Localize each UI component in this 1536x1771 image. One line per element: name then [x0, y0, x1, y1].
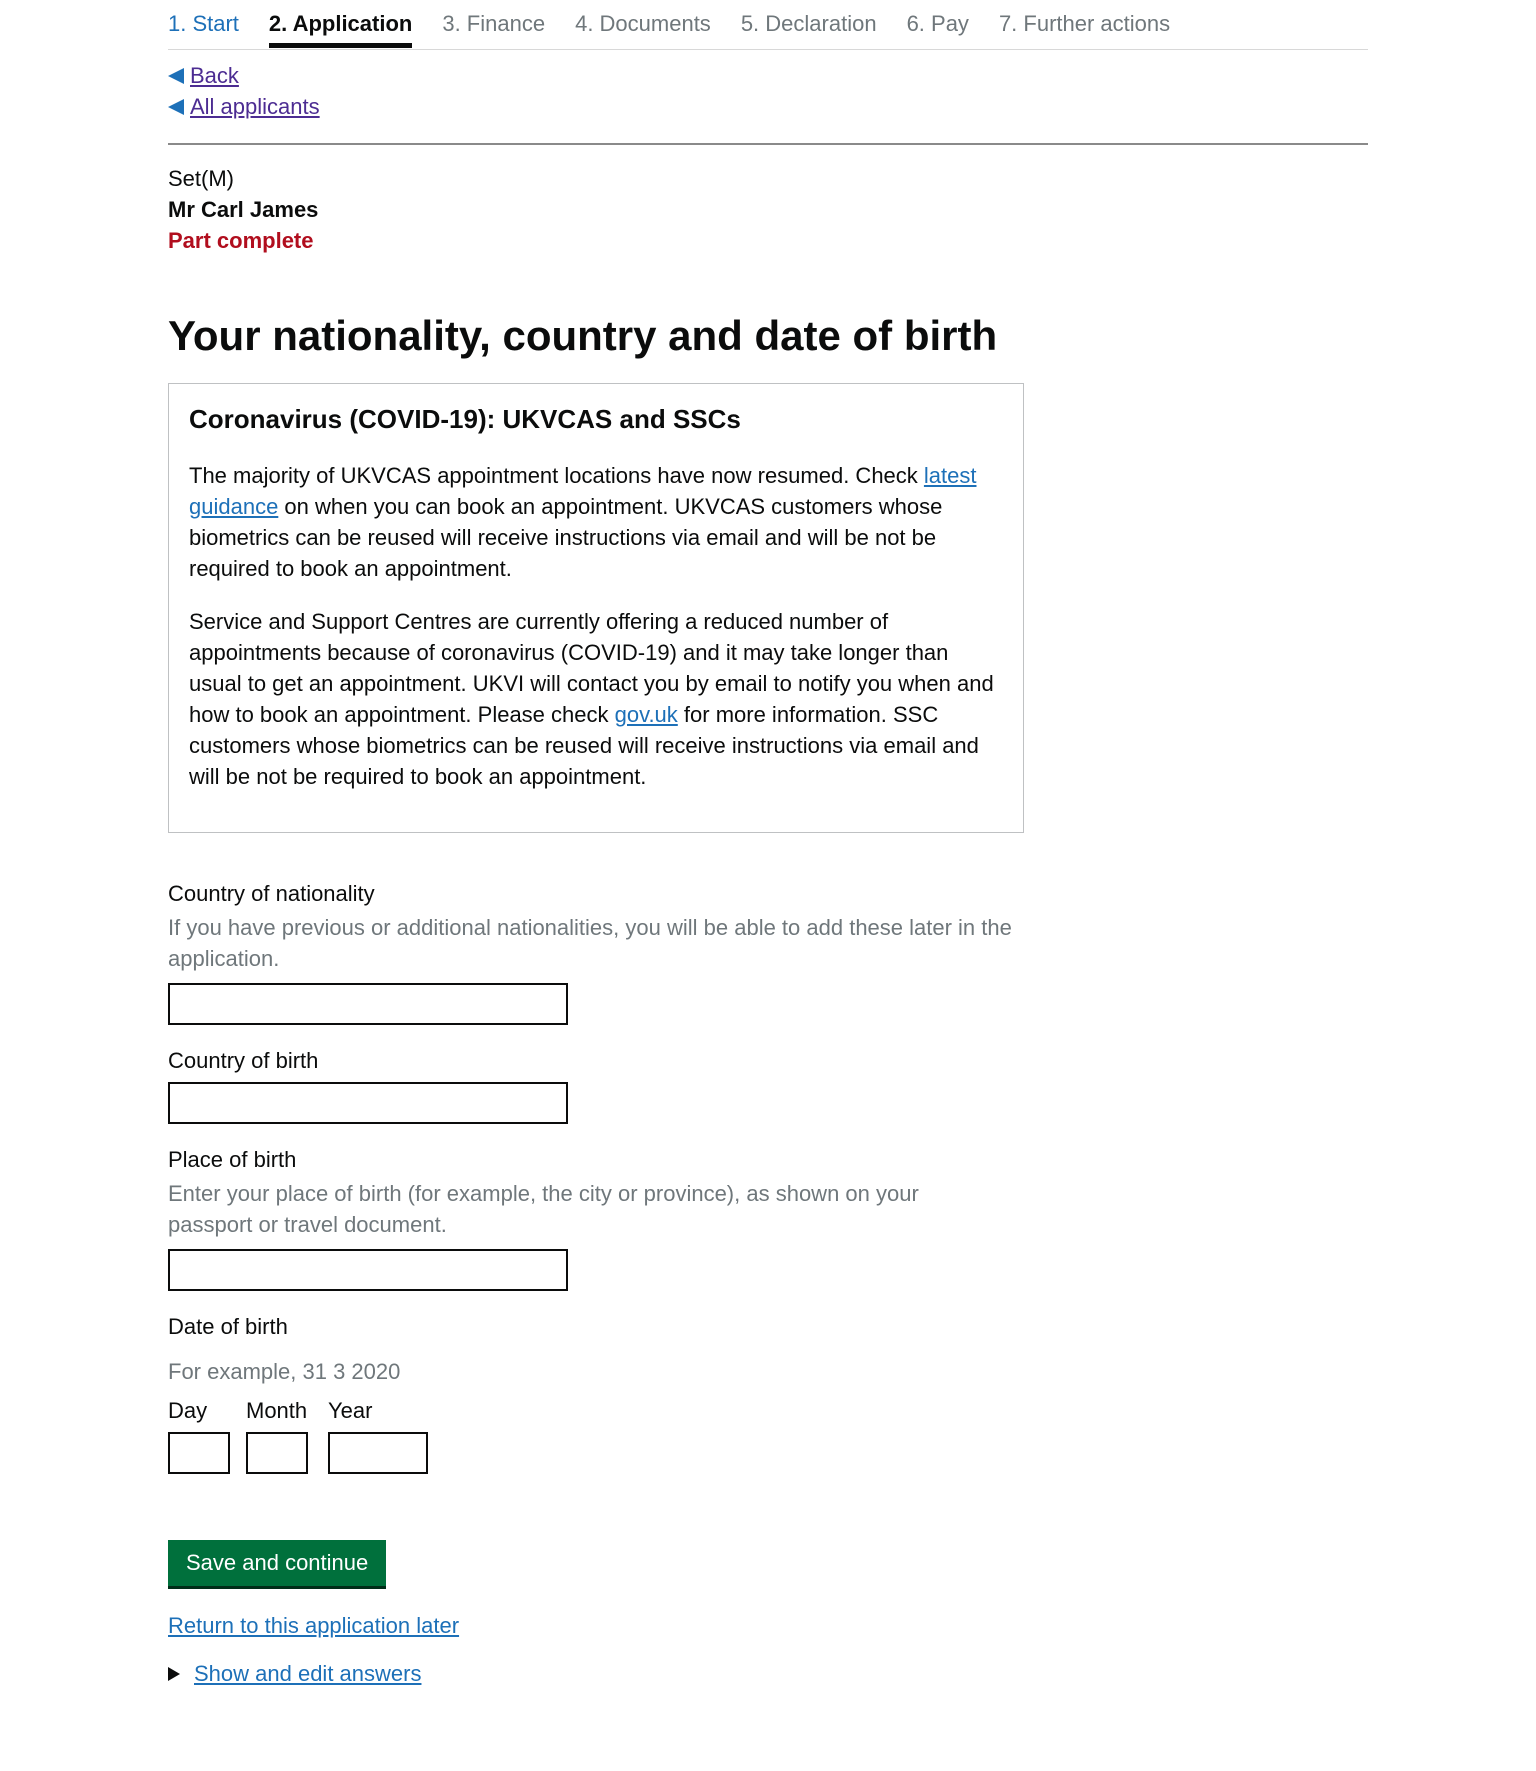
return-later-link[interactable]: Return to this application later	[168, 1613, 460, 1638]
country-of-birth-field	[168, 1045, 1368, 1124]
country-of-birth-input[interactable]	[168, 1082, 568, 1124]
show-edit-answers-label: Show and edit answers	[194, 1661, 422, 1686]
month-input[interactable]	[246, 1432, 308, 1474]
section-divider	[168, 143, 1368, 145]
date-of-birth-field	[168, 1311, 1368, 1474]
save-and-continue-button[interactable]: Save and continue	[168, 1540, 386, 1586]
month-label: Month	[246, 1398, 308, 1423]
step-further-actions: 7. Further actions	[998, 11, 1171, 36]
step-application: 2. Application	[268, 11, 413, 36]
all-applicants-link[interactable]	[168, 91, 1368, 122]
nationality-label: Country of nationality	[168, 881, 375, 906]
notice-paragraph-2	[189, 606, 1003, 792]
page	[168, 0, 1368, 1687]
date-of-birth-hint: For example, 31 3 2020	[168, 1359, 401, 1384]
step-documents: 4. Documents	[575, 11, 711, 36]
back-links	[168, 50, 1368, 122]
place-of-birth-input[interactable]	[168, 1249, 568, 1291]
place-of-birth-label: Place of birth	[168, 1147, 297, 1172]
progress-steps	[168, 0, 1368, 50]
date-part-inputs	[168, 1432, 1368, 1474]
applicant-summary	[168, 163, 1368, 256]
left-triangle-icon	[168, 99, 184, 115]
button-row	[168, 1540, 1368, 1586]
latest-guidance-link[interactable]: latest guidance	[189, 463, 977, 519]
notice-heading: Coronavirus (COVID-19): UKVCAS and SSCs	[189, 404, 741, 434]
page-title: Your nationality, country and date of birth	[168, 312, 998, 359]
show-edit-answers-toggle[interactable]	[168, 1661, 1368, 1687]
gov-uk-link[interactable]: gov.uk	[614, 702, 678, 727]
step-start[interactable]: 1. Start	[168, 11, 239, 36]
day-label: Day	[168, 1398, 208, 1423]
date-of-birth-label: Date of birth	[168, 1314, 288, 1339]
step-declaration: 5. Declaration	[740, 11, 877, 36]
notice-p2-text-after: for more information. SSC customers whose biometrics can be reused will receive instructions via email and will be not be required to book an appointment.	[189, 702, 979, 789]
step-finance: 3. Finance	[442, 11, 546, 36]
nationality-hint: If you have previous or additional nationalities, you will be able to add these later in the application.	[168, 915, 1012, 971]
back-link[interactable]	[168, 60, 1368, 91]
nationality-input[interactable]	[168, 983, 568, 1025]
step-pay: 6. Pay	[906, 11, 969, 36]
country-of-birth-label: Country of birth	[168, 1048, 319, 1073]
year-label: Year	[328, 1398, 373, 1423]
notice-p1-text-after: on when you can book an appointment. UKVCAS customers whose biometrics can be reused will receive instructions via email and will be not be required to book an appointment.	[189, 494, 943, 581]
nationality-field	[168, 878, 1368, 1025]
year-input[interactable]	[328, 1432, 428, 1474]
day-input[interactable]	[168, 1432, 230, 1474]
place-of-birth-field	[168, 1144, 1368, 1291]
return-row	[168, 1613, 1368, 1639]
applicant-name: Mr Carl James	[168, 197, 319, 222]
notice-p2-text-before: Service and Support Centres are currently offering a reduced number of appointments because of coronavirus (COVID-19) and it may take longer than usual to get an appointment. UKVI will contact you by email to notify you when and how to book an appointment. Please check	[189, 609, 994, 727]
place-of-birth-hint: Enter your place of birth (for example, the city or province), as shown on your passport or travel document.	[168, 1181, 919, 1237]
applicant-set: Set(M)	[168, 166, 234, 191]
date-part-labels	[168, 1395, 1368, 1426]
status-badge: Part complete	[168, 228, 314, 253]
notice-p1-text-before: The majority of UKVCAS appointment locations have now resumed. Check	[189, 463, 924, 488]
left-triangle-icon	[168, 68, 184, 84]
triangle-right-icon	[168, 1667, 180, 1681]
covid-notice	[168, 383, 1024, 833]
back-link-label: Back	[190, 62, 239, 88]
notice-paragraph-1	[189, 460, 1003, 584]
all-applicants-label: All applicants	[190, 93, 320, 119]
